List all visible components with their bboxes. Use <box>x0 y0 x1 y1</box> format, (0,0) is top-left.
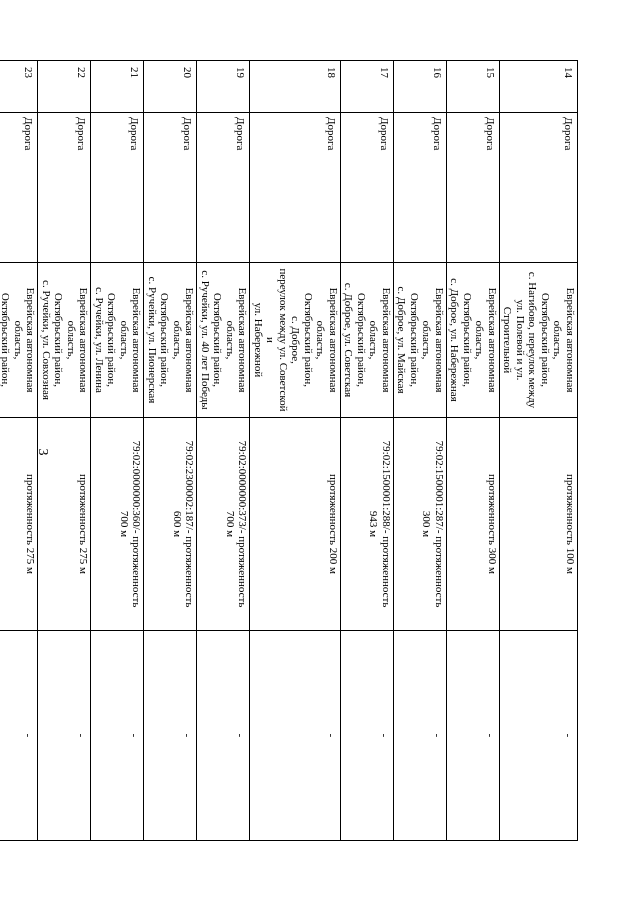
row-number-cell: 16 <box>394 61 447 113</box>
description-cell <box>341 418 394 631</box>
page-number: 3 <box>35 448 50 456</box>
address-cell <box>38 263 91 418</box>
description-cell <box>250 418 341 631</box>
description-line: протяженность 200 м <box>327 473 339 574</box>
description-line: 79:02:2300002:187/- протяженность <box>183 440 196 608</box>
address-line: Октябрьский район, <box>211 292 224 388</box>
address-cell <box>0 263 38 418</box>
object-type-cell: Дорога <box>341 113 394 263</box>
table-row <box>447 61 500 841</box>
extra-info-cell: - <box>144 631 197 841</box>
address-line: с. Ручейки, ул. 40 лет Победы <box>199 270 211 410</box>
object-type-cell: Дорога <box>144 113 197 263</box>
address-line: Октябрьский район, <box>52 292 65 388</box>
extra-info-cell: - <box>38 631 91 841</box>
table-row <box>0 61 38 841</box>
address-line: Еврейская автономная область, <box>171 287 196 393</box>
address-line: ул. Набережной <box>252 302 264 378</box>
table-row <box>144 61 197 841</box>
extra-info-cell: - <box>197 631 250 841</box>
description-line: протяженность 300 м <box>486 473 498 574</box>
extra-info-cell: - <box>394 631 447 841</box>
extra-info-cell: - <box>91 631 144 841</box>
description-line: протяженность 275 м <box>24 473 37 574</box>
address-line: Октябрьский район, <box>461 292 473 388</box>
row-number-cell: 17 <box>341 61 394 113</box>
description-line: 700 м <box>118 510 130 538</box>
address-line: Еврейская автономная область, <box>12 287 37 393</box>
description-cell <box>447 418 500 631</box>
address-line: Октябрьский район, <box>355 292 367 388</box>
rotated-table-container <box>0 60 578 840</box>
row-number-cell: 19 <box>197 61 250 113</box>
object-type-cell: Дорога <box>38 113 91 263</box>
description-cell <box>197 418 250 631</box>
address-line: с. Ручейки, ул. Пионерская <box>146 276 158 404</box>
extra-info-cell: - <box>341 631 394 841</box>
address-line: Октябрьский район, <box>105 292 118 388</box>
object-type-cell: Дорога <box>500 113 578 263</box>
description-cell <box>144 418 197 631</box>
address-line: Еврейская автономная область, <box>65 287 90 393</box>
object-type-cell: Дорога <box>447 113 500 263</box>
row-number-cell: 15 <box>447 61 500 113</box>
address-line: Еврейская автономная область, <box>420 287 445 393</box>
description-line: 79:02:1500001:288/- протяженность <box>380 440 392 608</box>
extra-info-cell: - <box>500 631 578 841</box>
table-row <box>500 61 578 841</box>
description-line: 943 м <box>367 510 380 538</box>
object-type-cell: Дорога <box>394 113 447 263</box>
description-line: 79:02:0000000:373/- протяженность <box>236 440 249 608</box>
description-line: 79:02:0000000:360/- протяженность <box>130 440 143 608</box>
address-line: Октябрьский район, <box>0 292 12 388</box>
description-line: 300 м <box>420 510 433 538</box>
description-line: протяженность 100 м <box>564 473 576 574</box>
address-line: Еврейская автономная область, <box>224 287 249 393</box>
row-number-cell: 22 <box>38 61 91 113</box>
address-line: Еврейская автономная область, <box>118 287 143 393</box>
roads-table <box>0 60 578 841</box>
address-line: Октябрьский район, <box>302 292 314 388</box>
address-line: Еврейская автономная область, <box>314 287 339 393</box>
description-cell <box>500 418 578 631</box>
address-cell <box>394 263 447 418</box>
object-type-cell: Дорога <box>91 113 144 263</box>
table-row <box>250 61 341 841</box>
description-line: 600 м <box>171 510 183 538</box>
address-line: с. Ручейки, ул. Совхозная <box>40 280 52 400</box>
address-line: Еврейская автономная область, <box>367 287 392 393</box>
object-type-cell: Дорога <box>197 113 250 263</box>
row-number-cell: 21 <box>91 61 144 113</box>
extra-info-cell: - <box>250 631 341 841</box>
row-number-cell: 18 <box>250 61 341 113</box>
table-row <box>91 61 144 841</box>
address-cell <box>250 263 341 418</box>
address-cell <box>91 263 144 418</box>
row-number-cell: 20 <box>144 61 197 113</box>
row-number-cell: 14 <box>500 61 578 113</box>
row-number-cell: 23 <box>0 61 38 113</box>
address-line: переулок между ул. Советской и <box>264 268 289 412</box>
address-line: с. Доброе, <box>289 316 302 364</box>
description-line: протяженность 275 м <box>77 473 90 574</box>
address-cell <box>500 263 578 418</box>
address-cell <box>197 263 250 418</box>
address-line: с. Ручейки, ул. Ленина <box>93 287 105 393</box>
address-cell <box>447 263 500 418</box>
address-line: с. Нагибово, переулок между <box>526 271 539 409</box>
table-row <box>197 61 250 841</box>
address-cell <box>144 263 197 418</box>
address-line: Октябрьский район, <box>158 292 171 388</box>
description-cell <box>394 418 447 631</box>
address-line: с. Доброе, ул. Набережная <box>448 278 461 402</box>
address-line: с. Доброе, ул. Майская <box>395 286 408 394</box>
description-cell <box>38 418 91 631</box>
address-line: Октябрьский район, <box>539 292 551 388</box>
description-line: 79:02:1500001:287/- протяженность <box>433 440 445 608</box>
address-line: Еврейская автономная область, <box>473 287 498 393</box>
table-row <box>394 61 447 841</box>
address-line: с. Доброе, ул. Советская <box>342 282 355 398</box>
address-line: Октябрьский район, <box>408 292 420 388</box>
address-line: ул. Полевой и ул. Строительной <box>501 299 526 381</box>
object-type-cell: Дорога <box>0 113 38 263</box>
extra-info-cell: - <box>447 631 500 841</box>
address-line: Еврейская автономная область, <box>551 287 576 393</box>
table-row <box>341 61 394 841</box>
object-type-cell: Дорога <box>250 113 341 263</box>
description-line: 700 м <box>224 510 236 538</box>
table-row <box>38 61 91 841</box>
address-cell <box>341 263 394 418</box>
description-cell <box>91 418 144 631</box>
description-cell <box>0 418 38 631</box>
extra-info-cell: - <box>0 631 38 841</box>
